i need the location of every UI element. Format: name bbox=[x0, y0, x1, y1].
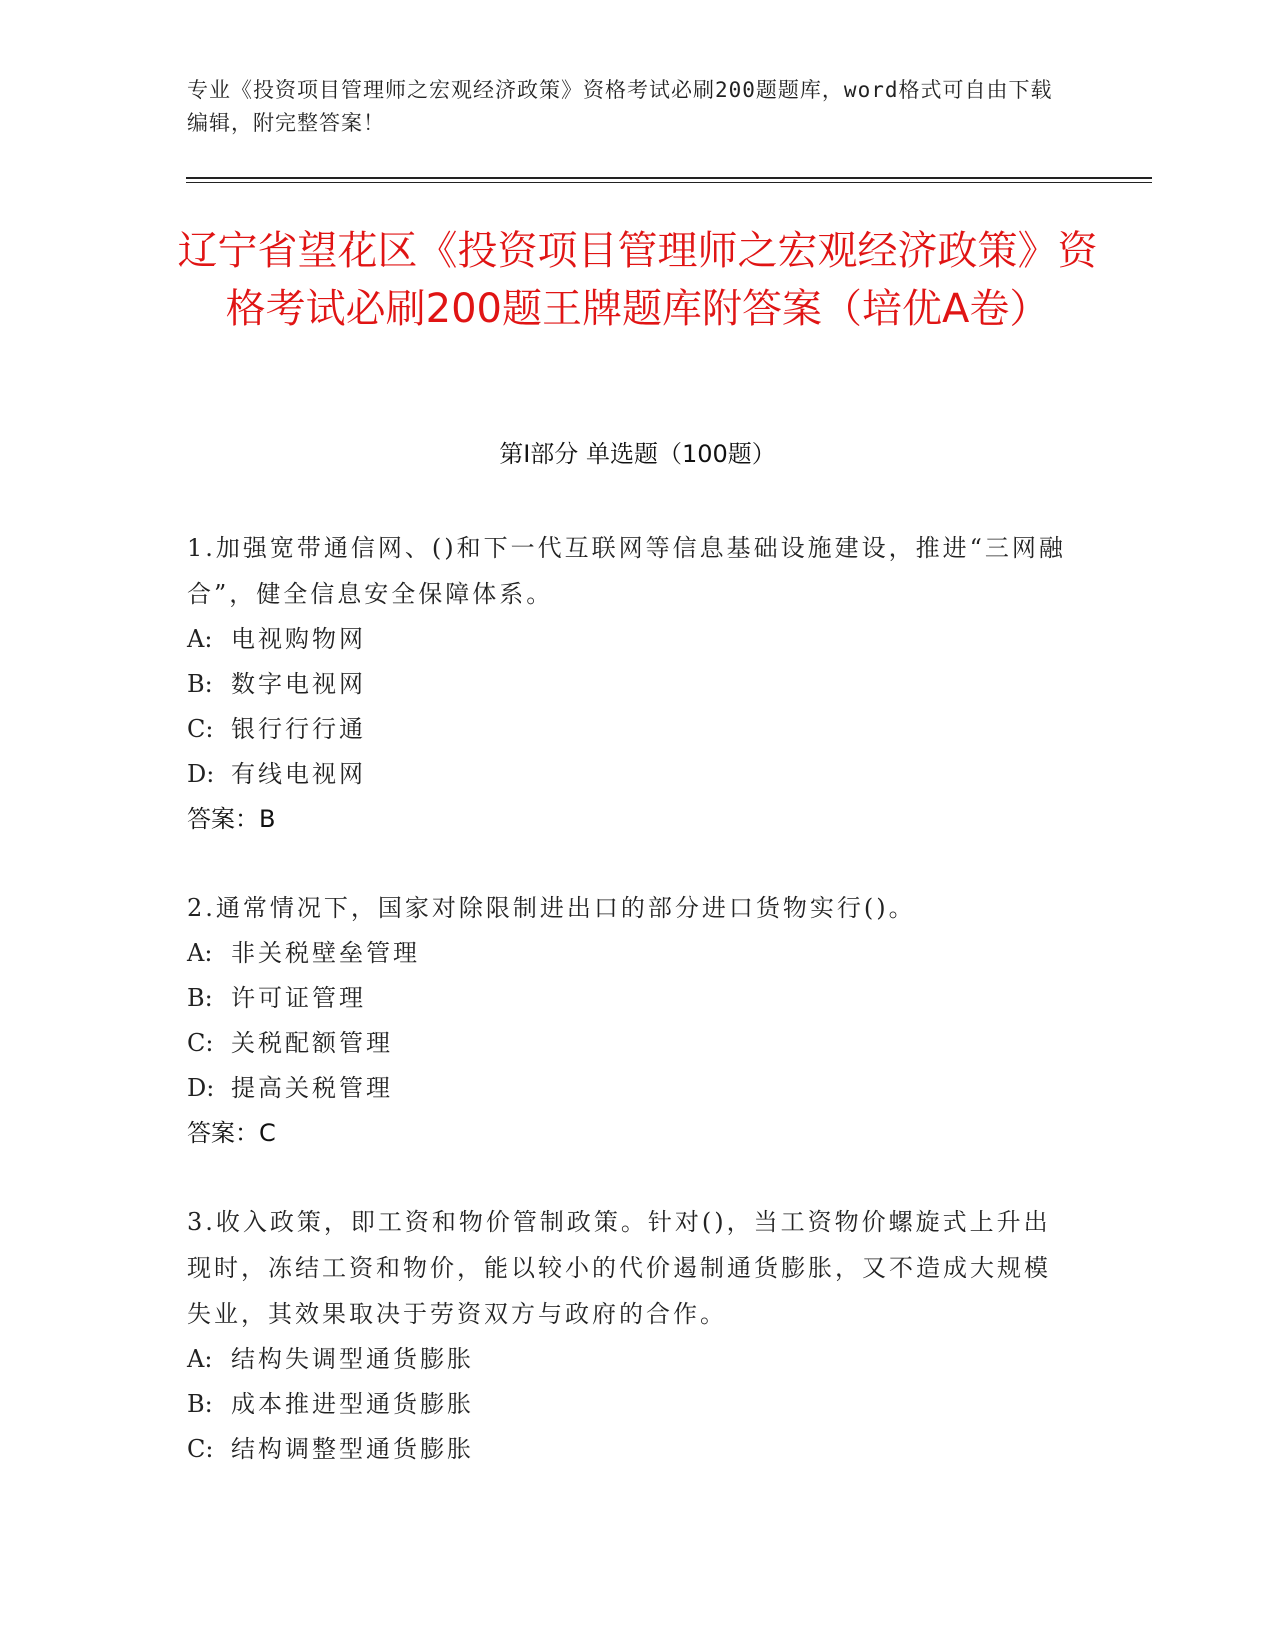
option-letter: D: bbox=[187, 1074, 215, 1102]
option-b bbox=[187, 1382, 1067, 1427]
option-letter: C: bbox=[187, 1435, 214, 1463]
option-a bbox=[187, 931, 1067, 976]
option-d bbox=[187, 752, 1067, 797]
question-list bbox=[187, 525, 1067, 1516]
header-divider bbox=[186, 177, 1152, 179]
option-c bbox=[187, 707, 1067, 752]
answer-label: 答案：C bbox=[187, 1119, 276, 1147]
option-letter: C: bbox=[187, 1029, 214, 1057]
option-d bbox=[187, 1066, 1067, 1111]
option-letter: B: bbox=[187, 984, 213, 1012]
header-note: 专业《投资项目管理师之宏观经济政策》资格考试必刷200题题库，word格式可自由下载编辑，附完整答案！ bbox=[187, 78, 1053, 135]
question-stem: 1.加强宽带通信网、()和下一代互联网等信息基础设施建设，推进“三网融合”，健全信息安全保障体系。 bbox=[187, 534, 1066, 608]
question-1 bbox=[187, 525, 1067, 841]
option-letter: A: bbox=[187, 1345, 213, 1373]
answer-label: 答案：B bbox=[187, 805, 276, 833]
question-stem: 2.通常情况下，国家对除限制进出口的部分进口货物实行()。 bbox=[187, 894, 916, 922]
option-text: 结构调整型通货膨胀 bbox=[231, 1435, 474, 1463]
document-title: 辽宁省望花区《投资项目管理师之宏观经济政策》资格考试必刷200题王牌题库附答案（培优A卷） bbox=[177, 228, 1098, 332]
option-letter: C: bbox=[187, 715, 214, 743]
option-letter: A: bbox=[187, 625, 213, 653]
option-text: 许可证管理 bbox=[231, 984, 366, 1012]
option-letter: B: bbox=[187, 1390, 213, 1418]
header-divider-thin bbox=[186, 182, 1152, 183]
option-letter: B: bbox=[187, 670, 213, 698]
option-a bbox=[187, 1337, 1067, 1382]
option-text: 结构失调型通货膨胀 bbox=[231, 1345, 474, 1373]
option-text: 关税配额管理 bbox=[231, 1029, 393, 1057]
option-text: 银行行行通 bbox=[231, 715, 366, 743]
option-text: 有线电视网 bbox=[231, 760, 366, 788]
option-text: 非关税壁垒管理 bbox=[231, 939, 420, 967]
option-b bbox=[187, 662, 1067, 707]
option-text: 电视购物网 bbox=[231, 625, 366, 653]
question-2 bbox=[187, 885, 1067, 1155]
option-text: 数字电视网 bbox=[231, 670, 366, 698]
option-text: 提高关税管理 bbox=[231, 1074, 393, 1102]
option-c bbox=[187, 1427, 1067, 1472]
option-letter: A: bbox=[187, 939, 213, 967]
option-b bbox=[187, 976, 1067, 1021]
option-text: 成本推进型通货膨胀 bbox=[231, 1390, 474, 1418]
question-stem: 3.收入政策，即工资和物价管制政策。针对()，当工资物价螺旋式上升出现时，冻结工资和物价，能以较小的代价遏制通货膨胀，又不造成大规模失业，其效果取决于劳资双方与政府的合作。 bbox=[187, 1208, 1051, 1328]
option-c bbox=[187, 1021, 1067, 1066]
section-title: 第I部分 单选题（100题） bbox=[499, 440, 776, 468]
question-3 bbox=[187, 1199, 1067, 1472]
option-letter: D: bbox=[187, 760, 215, 788]
option-a bbox=[187, 617, 1067, 662]
